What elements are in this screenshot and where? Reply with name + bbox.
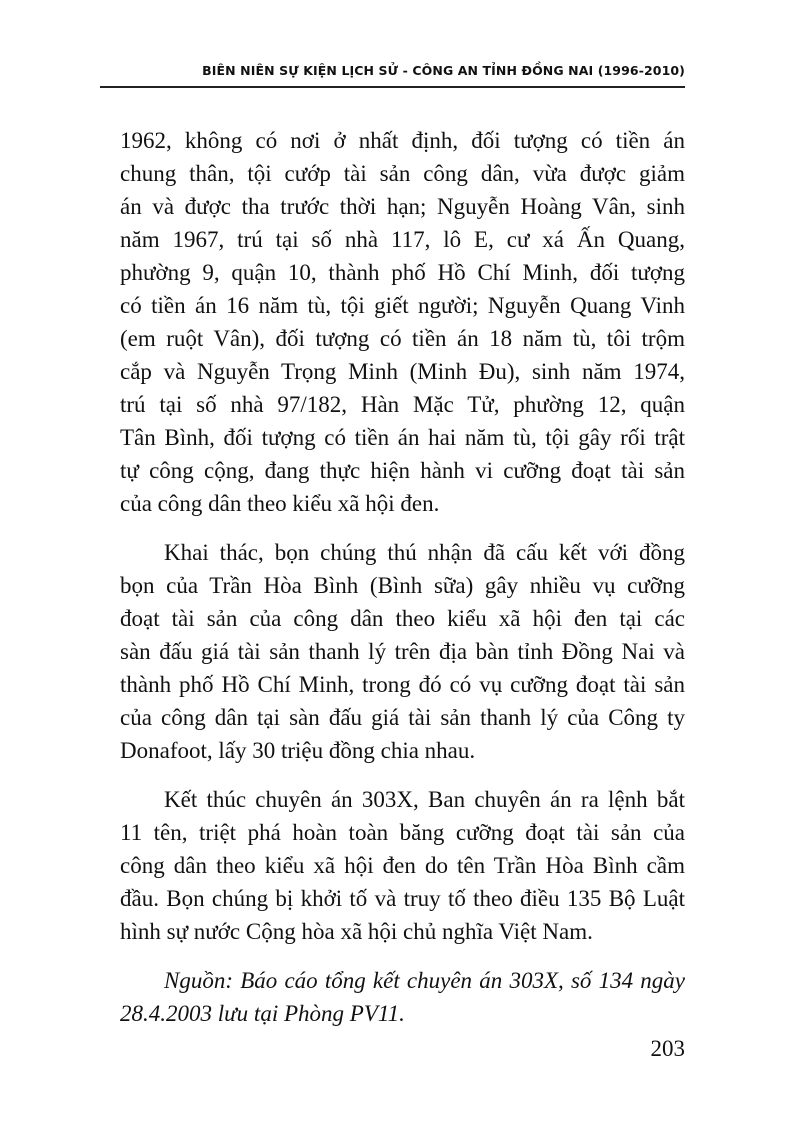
text-line: (em ruột Vân), đối tượng có tiền án 18 năm tù, tôi trộm [120, 326, 685, 351]
text-line: Nguồn: Báo cáo tổng kết chuyên án 303X, số 134 ngày [164, 968, 685, 993]
text-line: của công dân theo kiểu xã hội đen. [120, 491, 440, 516]
text-line: Kết thúc chuyên án 303X, Ban chuyên án ra lệnh bắt [164, 787, 685, 812]
paragraph-interrogation [120, 536, 685, 767]
text-line: hình sự nước Cộng hòa xã hội chủ nghĩa Việt Nam. [120, 919, 593, 944]
text-line: năm 1967, trú tại số nhà 117, lô E, cư xá Ấn Quang, [120, 227, 685, 252]
text-line: đầu. Bọn chúng bị khởi tố và truy tố theo điều 135 Bộ Luật [120, 886, 685, 911]
paragraph-conclusion [120, 783, 685, 948]
source-citation [120, 964, 685, 1030]
text-line: chung thân, tội cướp tài sản công dân, vừa được giảm [120, 161, 685, 186]
text-line: án và được tha trước thời hạn; Nguyễn Hoàng Vân, sinh [120, 194, 685, 219]
text-line: Tân Bình, đối tượng có tiền án hai năm tù, tội gây rối trật [120, 425, 685, 450]
page-body [120, 124, 685, 1046]
text-line: của công dân tại sàn đấu giá tài sản thanh lý của Công ty [120, 705, 685, 730]
text-line: trú tại số nhà 97/182, Hàn Mặc Tử, phường 12, quận [120, 392, 685, 417]
text-line: phường 9, quận 10, thành phố Hồ Chí Minh, đối tượng [120, 260, 685, 285]
text-line: công dân theo kiểu xã hội đen do tên Trần Hòa Bình cầm [120, 853, 685, 878]
text-line: thành phố Hồ Chí Minh, trong đó có vụ cưỡng đoạt tài sản [120, 672, 685, 697]
text-line: tự công cộng, đang thực hiện hành vi cưỡng đoạt tài sản [120, 458, 685, 483]
text-line: có tiền án 16 năm tù, tội giết người; Nguyễn Quang Vinh [120, 293, 685, 318]
page-number: 203 [650, 1036, 685, 1061]
text-line: Donafoot, lấy 30 triệu đồng chia nhau. [120, 738, 476, 763]
text-line: 11 tên, triệt phá hoàn toàn băng cưỡng đoạt tài sản của [120, 820, 685, 845]
text-line: sàn đấu giá tài sản thanh lý trên địa bàn tỉnh Đồng Nai và [120, 639, 685, 664]
text-line: 28.4.2003 lưu tại Phòng PV11. [120, 1001, 405, 1026]
text-line: bọn của Trần Hòa Bình (Bình sữa) gây nhiều vụ cưỡng [120, 573, 685, 598]
text-line: đoạt tài sản của công dân theo kiểu xã hội đen tại các [120, 606, 685, 631]
running-title: BIÊN NIÊN SỰ KIỆN LỊCH SỬ - CÔNG AN TỈNH ĐỒNG NAI (1996-2010) [202, 63, 685, 78]
paragraph-suspects [120, 124, 685, 520]
text-line: 1962, không có nơi ở nhất định, đối tượng có tiền án [120, 128, 685, 153]
text-line: cắp và Nguyễn Trọng Minh (Minh Đu), sinh năm 1974, [120, 359, 685, 384]
text-line: Khai thác, bọn chúng thú nhận đã cấu kết với đồng [164, 540, 685, 565]
running-header [100, 60, 685, 88]
